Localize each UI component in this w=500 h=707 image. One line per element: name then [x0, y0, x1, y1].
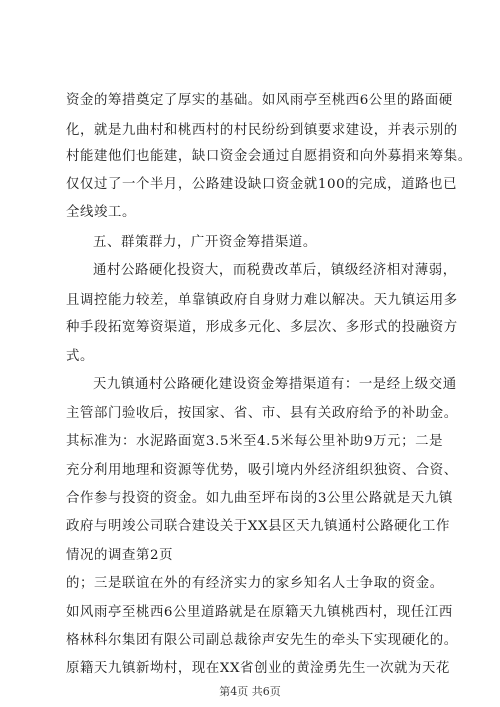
text-line: 仅仅过了一个半月，公路建设缺口资金就100的完成，道路也已 — [66, 177, 458, 192]
text-line: 化，就是九曲村和桃西村的村民纷纷到镇要求建设，并表示别的 — [66, 123, 458, 138]
text-line: 合作参与投资的资金。如九曲至坪布岗的3公里公路就是天九镇 — [66, 491, 453, 506]
text-line: 如风雨亭至桃西6公里道路就是在原籍天九镇桃西村，现任江西 — [66, 605, 453, 620]
text-line: 充分利用地理和资源等优势，吸引境内外经济组织独资、合资、 — [66, 463, 458, 478]
page-number: 第4页 共6页 — [219, 685, 281, 698]
text-line: 资金的筹措奠定了厚实的基础。如风雨亭至桃西6公里的路面硬 — [66, 93, 453, 108]
text-line: 村能建他们也能建，缺口资金会通过自愿捐资和向外募捐来筹集。 — [66, 149, 472, 164]
text-line: 情况的调查第2页 — [66, 548, 174, 563]
text-line: 且调控能力较差，单靠镇政府自身财力难以解决。天九镇运用多 — [66, 293, 458, 308]
text-line: 全线竣工。 — [66, 205, 136, 220]
text-line: 格林科尔集团有限公司副总裁徐声安先生的牵头下实现硬化的。 — [66, 633, 458, 648]
text-line: 天九镇通村公路硬化建设资金筹措渠道有：一是经上级交通 — [93, 377, 457, 392]
text-line: 种手段拓宽筹资渠道，形成多元化、多层次、多形式的投融资方 — [66, 320, 458, 335]
text-line: 政府与明竣公司联合建设关于XX县区天九镇通村公路硬化工作 — [66, 519, 451, 534]
text-line: 的；三是联谊在外的有经济实力的家乡知名人士争取的资金。 — [66, 576, 444, 591]
text-line: 通村公路硬化投资大，而税费改革后，镇级经济相对薄弱， — [93, 263, 457, 278]
text-line: 原籍天九镇新坳村，现在XX省创业的黄淦勇先生一次就为天花 — [66, 661, 451, 676]
text-line: 其标准为：水泥路面宽3.5米至4.5米每公里补助9万元；二是 — [66, 434, 444, 449]
text-line: 式。 — [66, 349, 94, 364]
section-heading: 五、群策群力，广开资金筹措渠道。 — [93, 235, 317, 250]
text-line: 主管部门验收后，按国家、省、市、县有关政府给予的补助金。 — [66, 406, 458, 421]
